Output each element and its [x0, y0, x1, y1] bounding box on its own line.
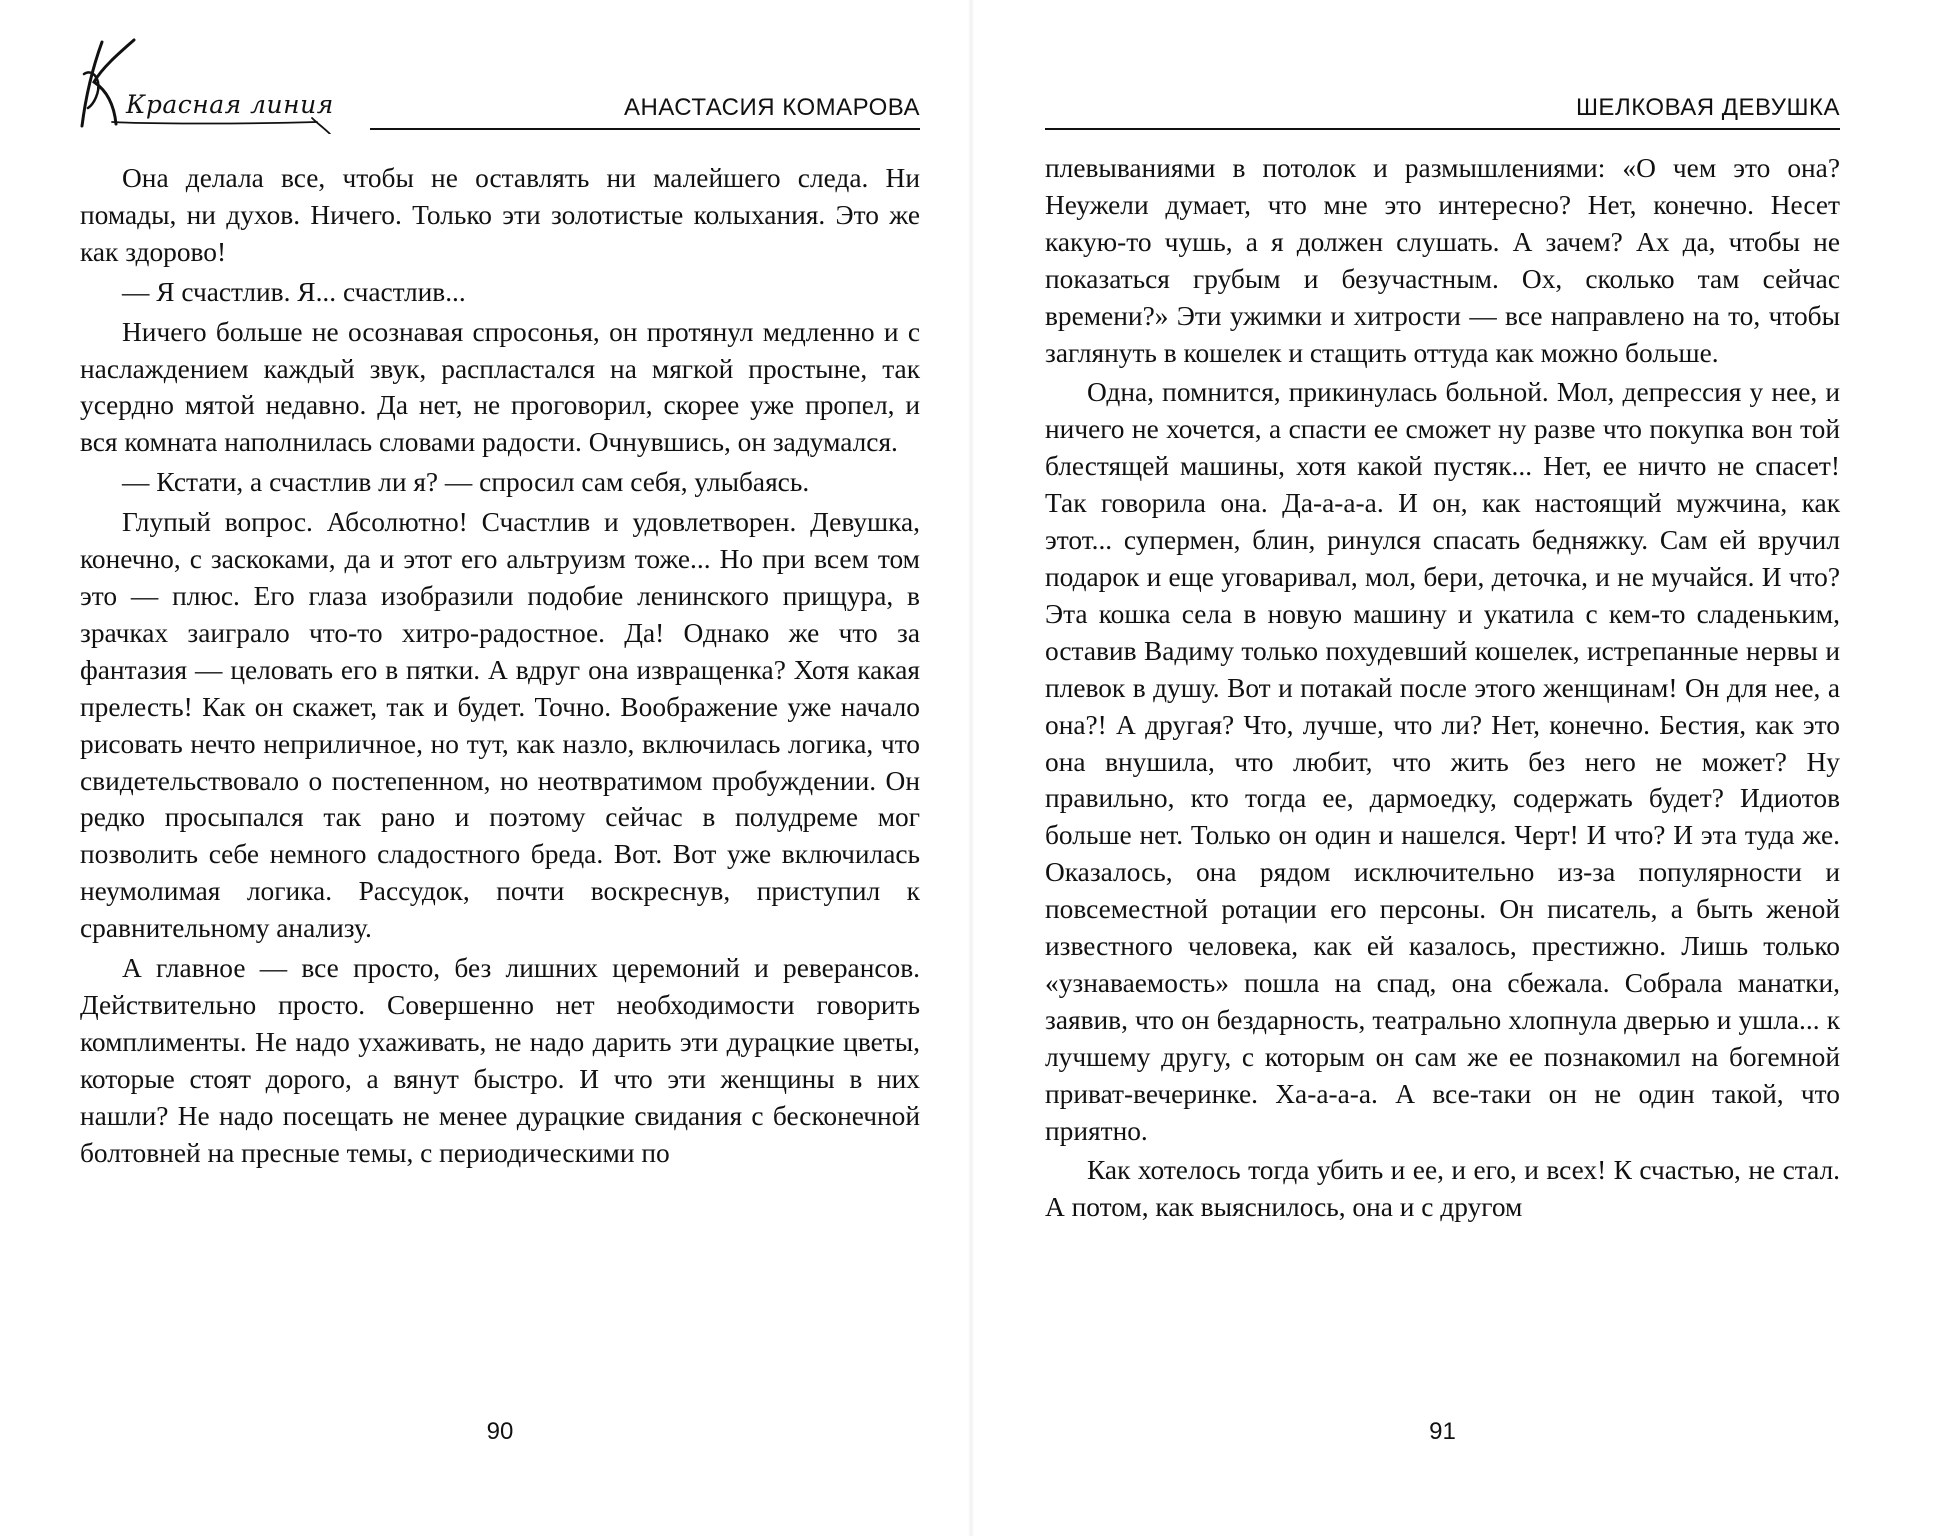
script-k-icon: [72, 34, 402, 134]
paragraph: Глупый вопрос. Абсолютно! Счастлив и удовлетворен. Девушка, конечно, с заскоками, да и этот его альтруизм тоже... Но при всем том это — плюс. Его глаза изобразили подобие ленинского прищура, в зрачках заиграло что-то хитро-радостное. Да! Однако же что за фантазия — целовать его в пятки. А вдруг она извращенка? Хотя какая прелесть! Как он скажет, так и будет. Точно. Воображение уже начало рисовать нечто неприличное, но тут, как назло, включилась логика, что свидетельствовало о постепенном, но неотвратимом пробуждении. Он редко просыпался так рано и поэтому сейчас в полудреме мог позволить себе немного сладостного бреда. Вот. Вот уже включилась неумолимая логика. Рассудок, почти воскреснув, приступил к сравнительному анализу.: [80, 507, 920, 944]
left-page: [80, 0, 920, 1536]
header-rule: [1045, 128, 1840, 130]
left-page-header: [80, 40, 920, 130]
page-number: 91: [1429, 1418, 1456, 1445]
page-number: 90: [486, 1418, 514, 1445]
paragraph-continuation: плевываниями в потолок и размышлениями: «О чем это она? Неужели думает, что мне это интересно? Нет, конечно. Несет какую-то чушь, а я должен слушать. А зачем? Ах да, чтобы не показаться грубым и безучастным. Ох, сколько там сейчас времени?» Эти ужимки и хитрости — все направлено на то, чтобы заглянуть в кошелек и стащить оттуда как можно больше.: [1045, 153, 1840, 368]
paragraph: Ничего больше не осознавая спросонья, он протянул медленно и с наслаждением каждый звук, распластался на мягкой простыне, так усердно мятой недавно. Да нет, не проговорил, скорее уже пропел, и вся комната наполнилась словами радости. Очнувшись, он задумался.: [80, 316, 920, 458]
right-page-header: [1045, 40, 1840, 130]
book-running-title: ШЕЛКОВАЯ ДЕВУШКА: [1575, 94, 1840, 121]
book-gutter: [968, 0, 974, 1536]
paragraph: Одна, помнится, прикинулась больной. Мол, депрессия у нее, и ничего не хочется, а спасти ее сможет ну разве что покупка вон той блестящей машины, хотя какой пустяк... Нет, ее ничто не спасет! Так говорила она. Да-а-а-а. И он, как настоящий мужчина, как этот... супермен, блин, ринулся спасать бедняжку. Сам ей вручил подарок и еще уговаривал, мол, бери, деточка, и не мучайся. И что? Эта кошка села в новую машину и укатила с кем-то сладеньким, оставив Вадиму только похудевший кошелек, истрепанные нервы и плевок в душу. Вот и потакай после этого женщинам! Он для нее, а она?! А другая? Что, лучше, что ли? Нет, конечно. Бестия, как это она внушила, что любит, что жить без него не может? Ну правильно, кто тогда ее, дармоедку, содержать будет? Идиотов больше нет. Только он один и нашелся. Черт! И что? И эта туда же. Оказалось, она рядом исключительно из-за популярности и повсеместной ротации его персоны. Он писатель, а быть женой известного человека, как ей казалось, престижно. Лишь только «узнаваемость» пошла на спад, она сбежала. Собрала манатки, заявив, что он бездарность, театрально хлопнула дверью и ушла... к лучшему другу, с которым он сам же ее познакомил на богемной приват-вечеринке. Ха-а-а-а. А все-таки он не один такой, что приятно.: [1045, 377, 1840, 1146]
right-page-body: [1045, 150, 1840, 1229]
paragraph: Она делала все, чтобы не оставлять ни малейшего следа. Ни помады, ни духов. Ничего. Только эти золотистые колыхания. Это же как здорово!: [80, 163, 920, 267]
header-rule: [370, 128, 920, 130]
paragraph: — Я счастлив. Я... счастлив...: [122, 276, 466, 307]
right-page: [1045, 0, 1840, 1536]
paragraph: — Кстати, а счастлив ли я? — спросил сам себя, улыбаясь.: [122, 467, 810, 498]
series-logo: [72, 34, 402, 134]
paragraph: Как хотелось тогда убить и ее, и его, и всех! К счастью, не стал. А потом, как выяснилось, она и с другом: [1045, 1155, 1840, 1223]
author-running-title: АНАСТАСИЯ КОМАРОВА: [623, 94, 920, 121]
left-page-body: [80, 160, 920, 1174]
series-logo-text: Красная линия: [126, 90, 334, 119]
paragraph: А главное — все просто, без лишних церемоний и реверансов. Действительно просто. Совершенно нет необходимости говорить комплименты. Не надо ухаживать, не надо дарить эти дурацкие цветы, которые стоят дорого, а вянут быстро. И что эти женщины в них нашли? Не надо посещать не менее дурацкие свидания с бесконечной болтовней на пресные темы, с периодическими по: [80, 953, 920, 1168]
